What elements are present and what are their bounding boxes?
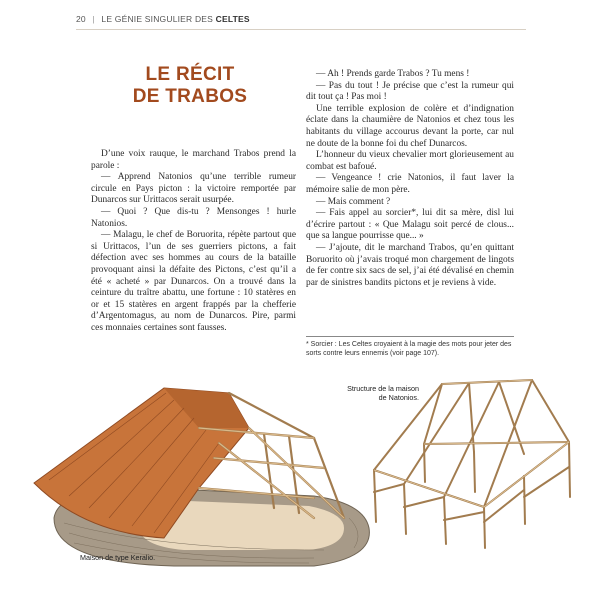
house-illustration	[14, 368, 384, 578]
chapter-title	[110, 64, 270, 108]
series-title-bold: CELTES	[215, 14, 250, 24]
paragraph: — Pas du tout ! Je précise que c’est la rumeur qui dit tout ça ! Pas moi !	[306, 80, 514, 103]
paragraph: — Malagu, le chef de Boruorita, répète partout que si Urittacos, l’un de ses guerriers pictons, a fait défection avec ses hommes au cours de la bataille provoquant ainsi la défaite des Pictons, c’est qu’il a été « acheté » par Dunarcos. On a trouvé dans la ceinture du traître abattu, une fortune : 10 statères en or et 15 statères en argent frappés par la chefferie d’Argentomagus, au nom de Dunarcos. Pire, parmi ces monnaies certaines sont fausses.	[91, 230, 296, 333]
footnote-rule	[306, 336, 514, 337]
paragraph: — J’ajoute, dit le marchand Trabos, qu’en quittant Boruorito où j’avais troqué mon chargement de lingots de fer contre six sacs de sel, j’ai été dévalisé en chemin par de sinistres bandits pictons et je reviens à vide.	[306, 242, 514, 288]
header-separator: |	[92, 14, 95, 24]
paragraph: D’une voix rauque, le marchand Trabos prend la parole :	[91, 149, 296, 171]
left-column	[91, 149, 296, 335]
footnote: * Sorcier : Les Celtes croyaient à la magie des mots pour jeter des sorts contre leurs ennemis (voir page 107).	[306, 341, 512, 357]
paragraph: — Mais comment ?	[316, 196, 391, 207]
paragraph: — Ah ! Prends garde Trabos ? Tu mens !	[316, 69, 470, 79]
page-number: 20	[76, 14, 86, 24]
running-header	[76, 14, 250, 24]
header-rule	[76, 29, 526, 30]
series-title: LE GÉNIE SINGULIER DES	[101, 14, 214, 24]
chapter-title-line1: LE RÉCIT	[145, 64, 235, 85]
structure-caption: Structure de la maison de Natonios.	[347, 384, 419, 402]
paragraph: — Vengeance ! crie Natonios, il faut laver la mémoire salie de mon père.	[306, 173, 514, 195]
paragraph: — Fais appel au sorcier*, lui dit sa mère, disl lui d’écrire partout : « Que Malagu soit percé de clous... que sa langue pourrisse que... »	[306, 208, 514, 242]
paragraph: Une terrible explosion de colère et d’indignation éclate dans la chaumière de Natonios et chez tous les habitants du village accourus devant la porte, car nul ne doute de la bonne foi du chef Dunarcos.	[306, 103, 514, 149]
right-column	[306, 69, 514, 289]
paragraph: — Apprend Natonios qu’une terrible rumeur circule en Pays picton : la victoire remportée par Dunarcos sur Urittacos serait usurpée.	[91, 172, 296, 206]
house-caption: Maison de type Keralio.	[80, 553, 156, 562]
chapter-title-line2: DE TRABOS	[132, 86, 248, 107]
paragraph: — Quoi ? Que dis-tu ? Mensonges ! hurle Natonios.	[91, 206, 296, 229]
paragraph: L’honneur du vieux chevalier mort glorieusement au combat est bafoué.	[306, 150, 514, 172]
